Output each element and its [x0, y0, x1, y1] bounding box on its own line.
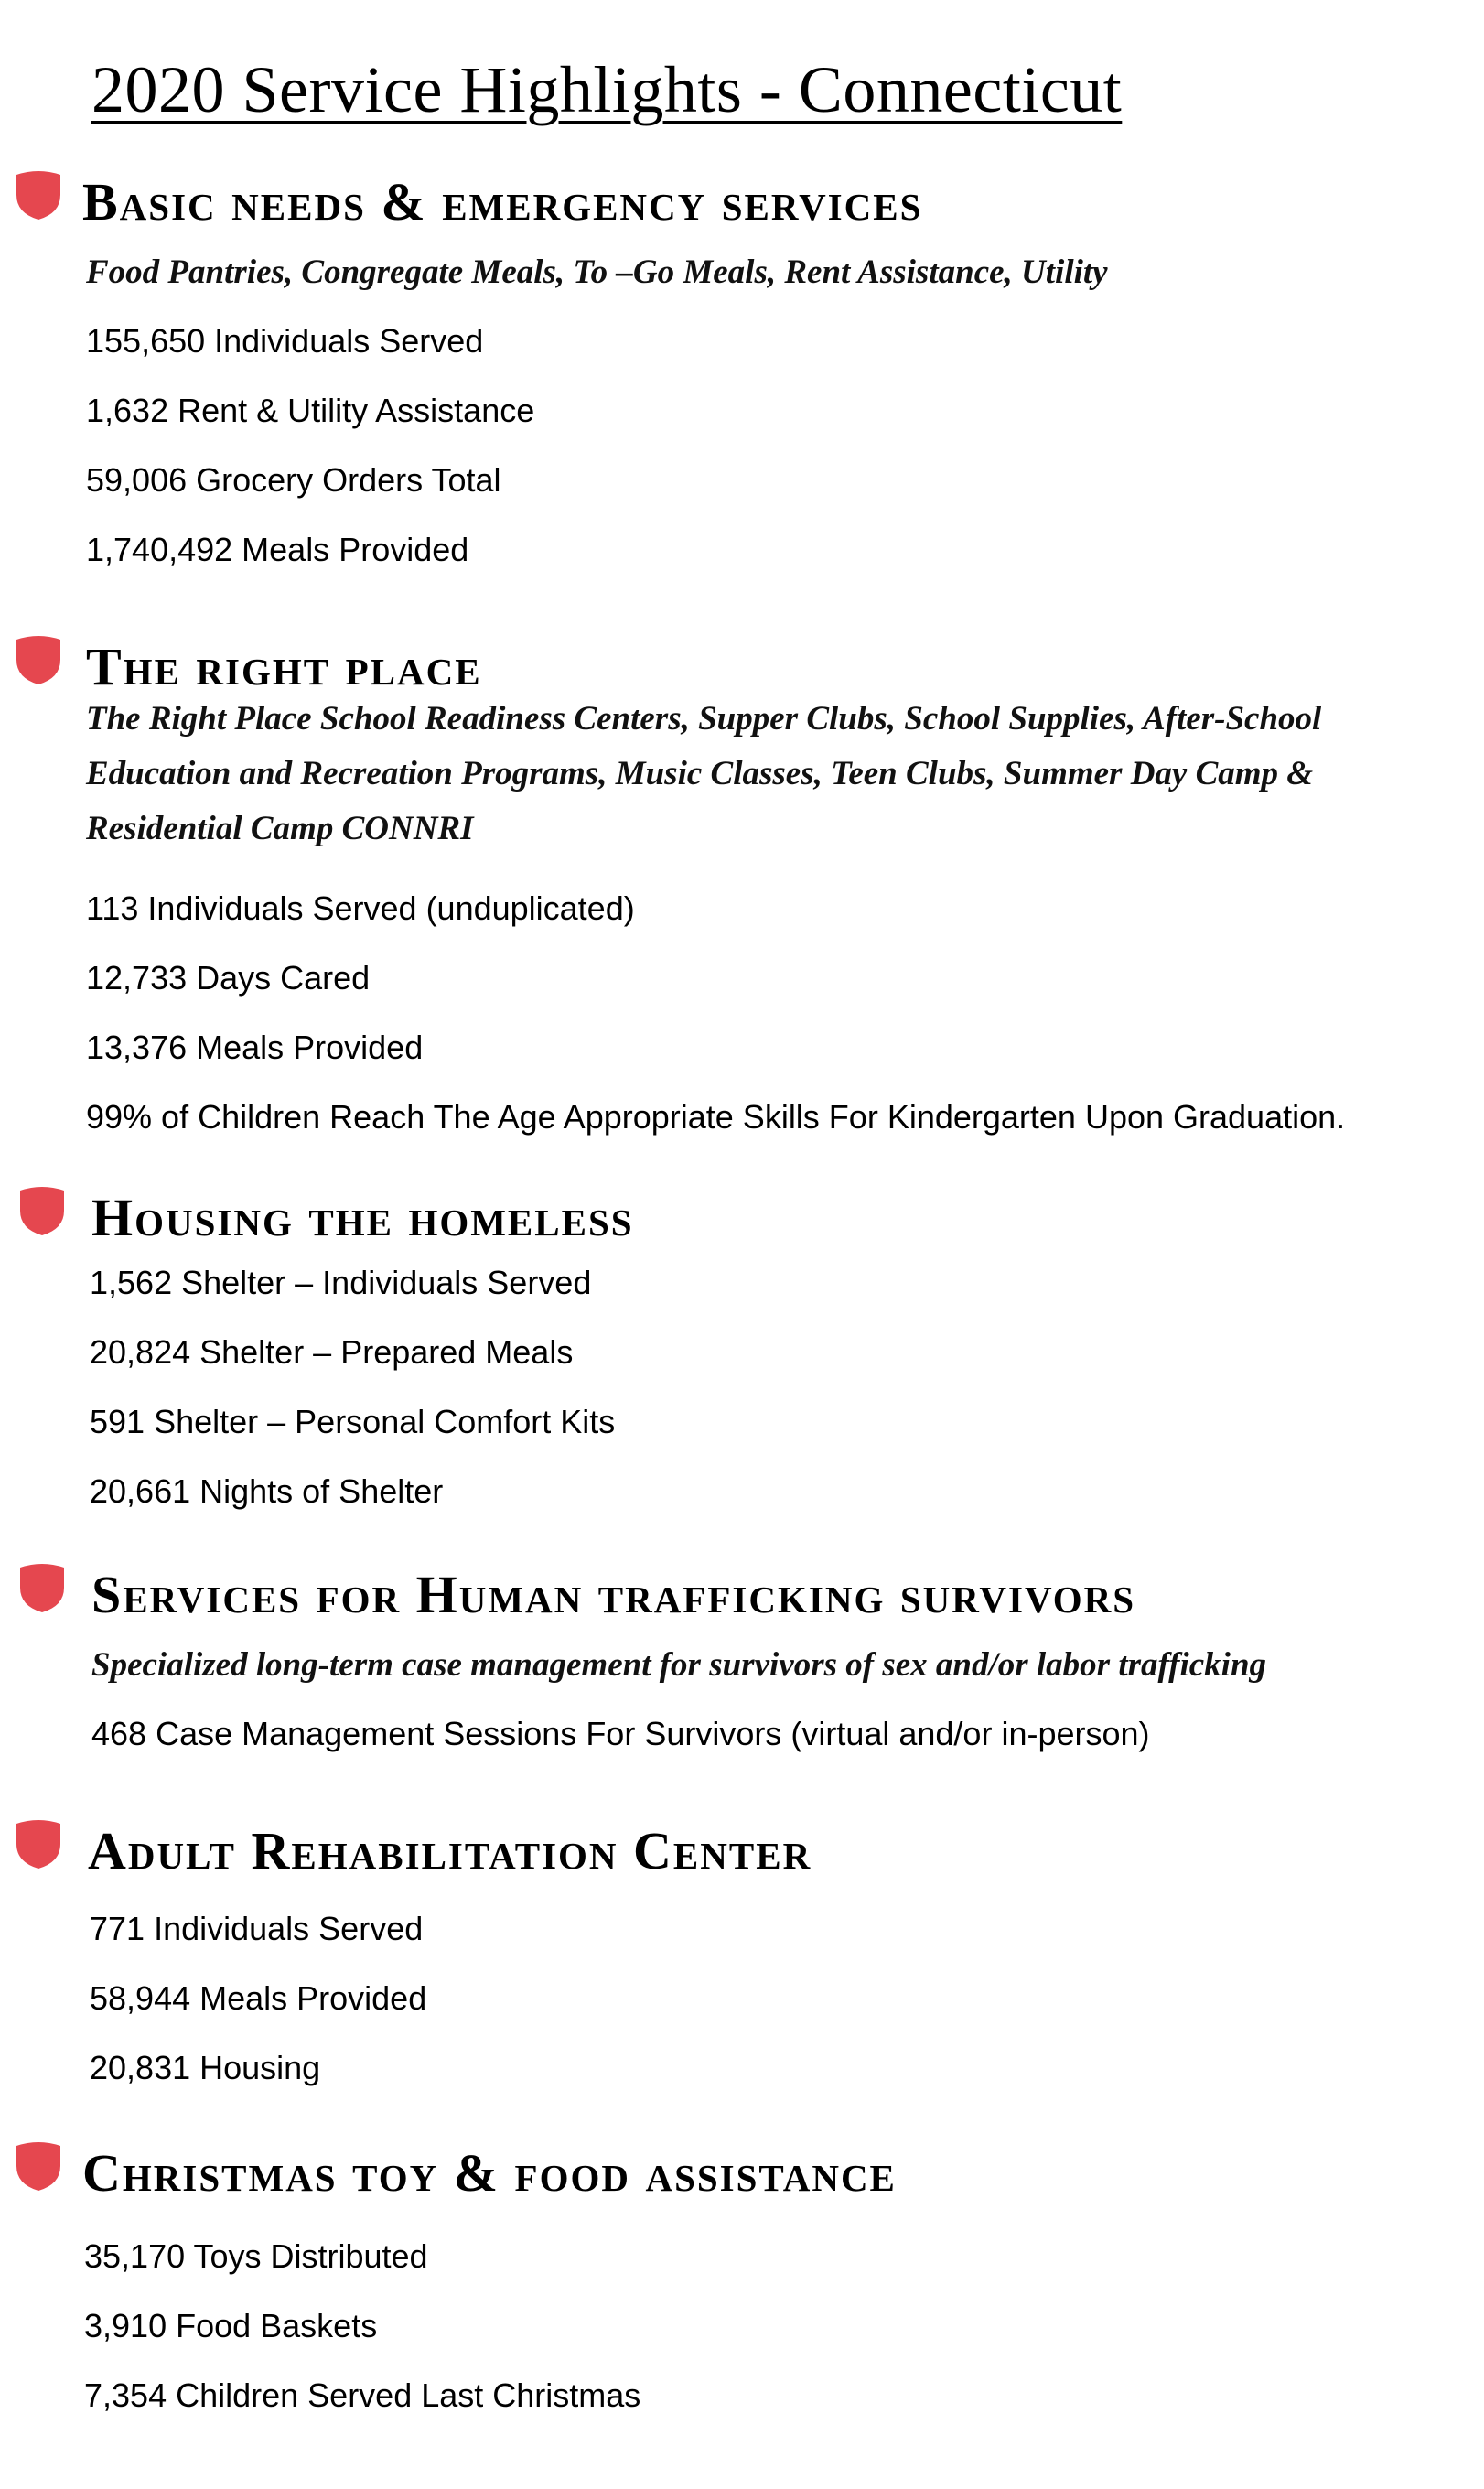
- shield-icon: [18, 1185, 66, 1236]
- stats-list: [86, 890, 1345, 1169]
- section-description: Specialized long-term case management for survivors of sex and/or labor trafficking: [91, 1646, 1267, 1684]
- list-item: 1,562 Shelter – Individuals Served: [90, 1264, 592, 1301]
- list-item: 155,650 Individuals Served: [86, 322, 484, 360]
- shield-icon: [15, 634, 62, 685]
- list-item: 20,661 Nights of Shelter: [90, 1472, 444, 1510]
- list-item: 771 Individuals Served: [90, 1910, 424, 1947]
- list-item: 20,824 Shelter – Prepared Meals: [90, 1333, 574, 1371]
- page-title: 2020 Service Highlights - Connecticut: [91, 53, 1123, 126]
- section-heading: Christmas toy & food assistance: [82, 2143, 897, 2203]
- list-item: 12,733 Days Cared: [86, 959, 371, 997]
- stats-list: [91, 1716, 1150, 1785]
- stats-list: [90, 1265, 615, 1543]
- list-item: 59,006 Grocery Orders Total: [86, 461, 501, 499]
- section-heading: Housing the homeless: [91, 1188, 634, 1247]
- stats-list: [90, 1911, 426, 2119]
- list-item: 20,831 Housing: [90, 2049, 321, 2086]
- shield-icon: [18, 1562, 66, 1613]
- list-item: 113 Individuals Served (unduplicated): [86, 889, 635, 927]
- list-item: 3,910 Food Baskets: [84, 2307, 378, 2344]
- shield-icon: [15, 1818, 62, 1869]
- list-item: 35,170 Toys Distributed: [84, 2237, 428, 2275]
- stats-list: [86, 323, 534, 601]
- shield-icon: [15, 169, 62, 221]
- section-description: The Right Place School Readiness Centers, Supper Clubs, School Supplies, After-School Education and Recreation Programs, Music Classes, Teen Clubs, Summer Day Camp & Residential Camp CONNRI: [86, 700, 1322, 847]
- stats-list: [84, 2238, 640, 2447]
- list-item: 99% of Children Reach The Age Appropriate Skills For Kindergarten Upon Graduation.: [86, 1098, 1346, 1136]
- section-heading: Adult Rehabilitation Center: [88, 1821, 812, 1880]
- list-item: 468 Case Management Sessions For Survivors (virtual and/or in-person): [91, 1715, 1150, 1752]
- list-item: 1,740,492 Meals Provided: [86, 531, 469, 568]
- section-heading: Services for Human trafficking survivors: [91, 1565, 1136, 1624]
- list-item: 7,354 Children Served Last Christmas: [84, 2376, 641, 2414]
- section-heading: The right place: [86, 637, 482, 696]
- list-item: 1,632 Rent & Utility Assistance: [86, 392, 535, 429]
- shield-icon: [15, 2140, 62, 2192]
- list-item: 58,944 Meals Provided: [90, 1979, 427, 2017]
- section-heading: Basic needs & emergency services: [82, 172, 923, 232]
- list-item: 13,376 Meals Provided: [86, 1029, 424, 1066]
- section-description: Food Pantries, Congregate Meals, To –Go Meals, Rent Assistance, Utility: [86, 253, 1108, 291]
- list-item: 591 Shelter – Personal Comfort Kits: [90, 1403, 616, 1440]
